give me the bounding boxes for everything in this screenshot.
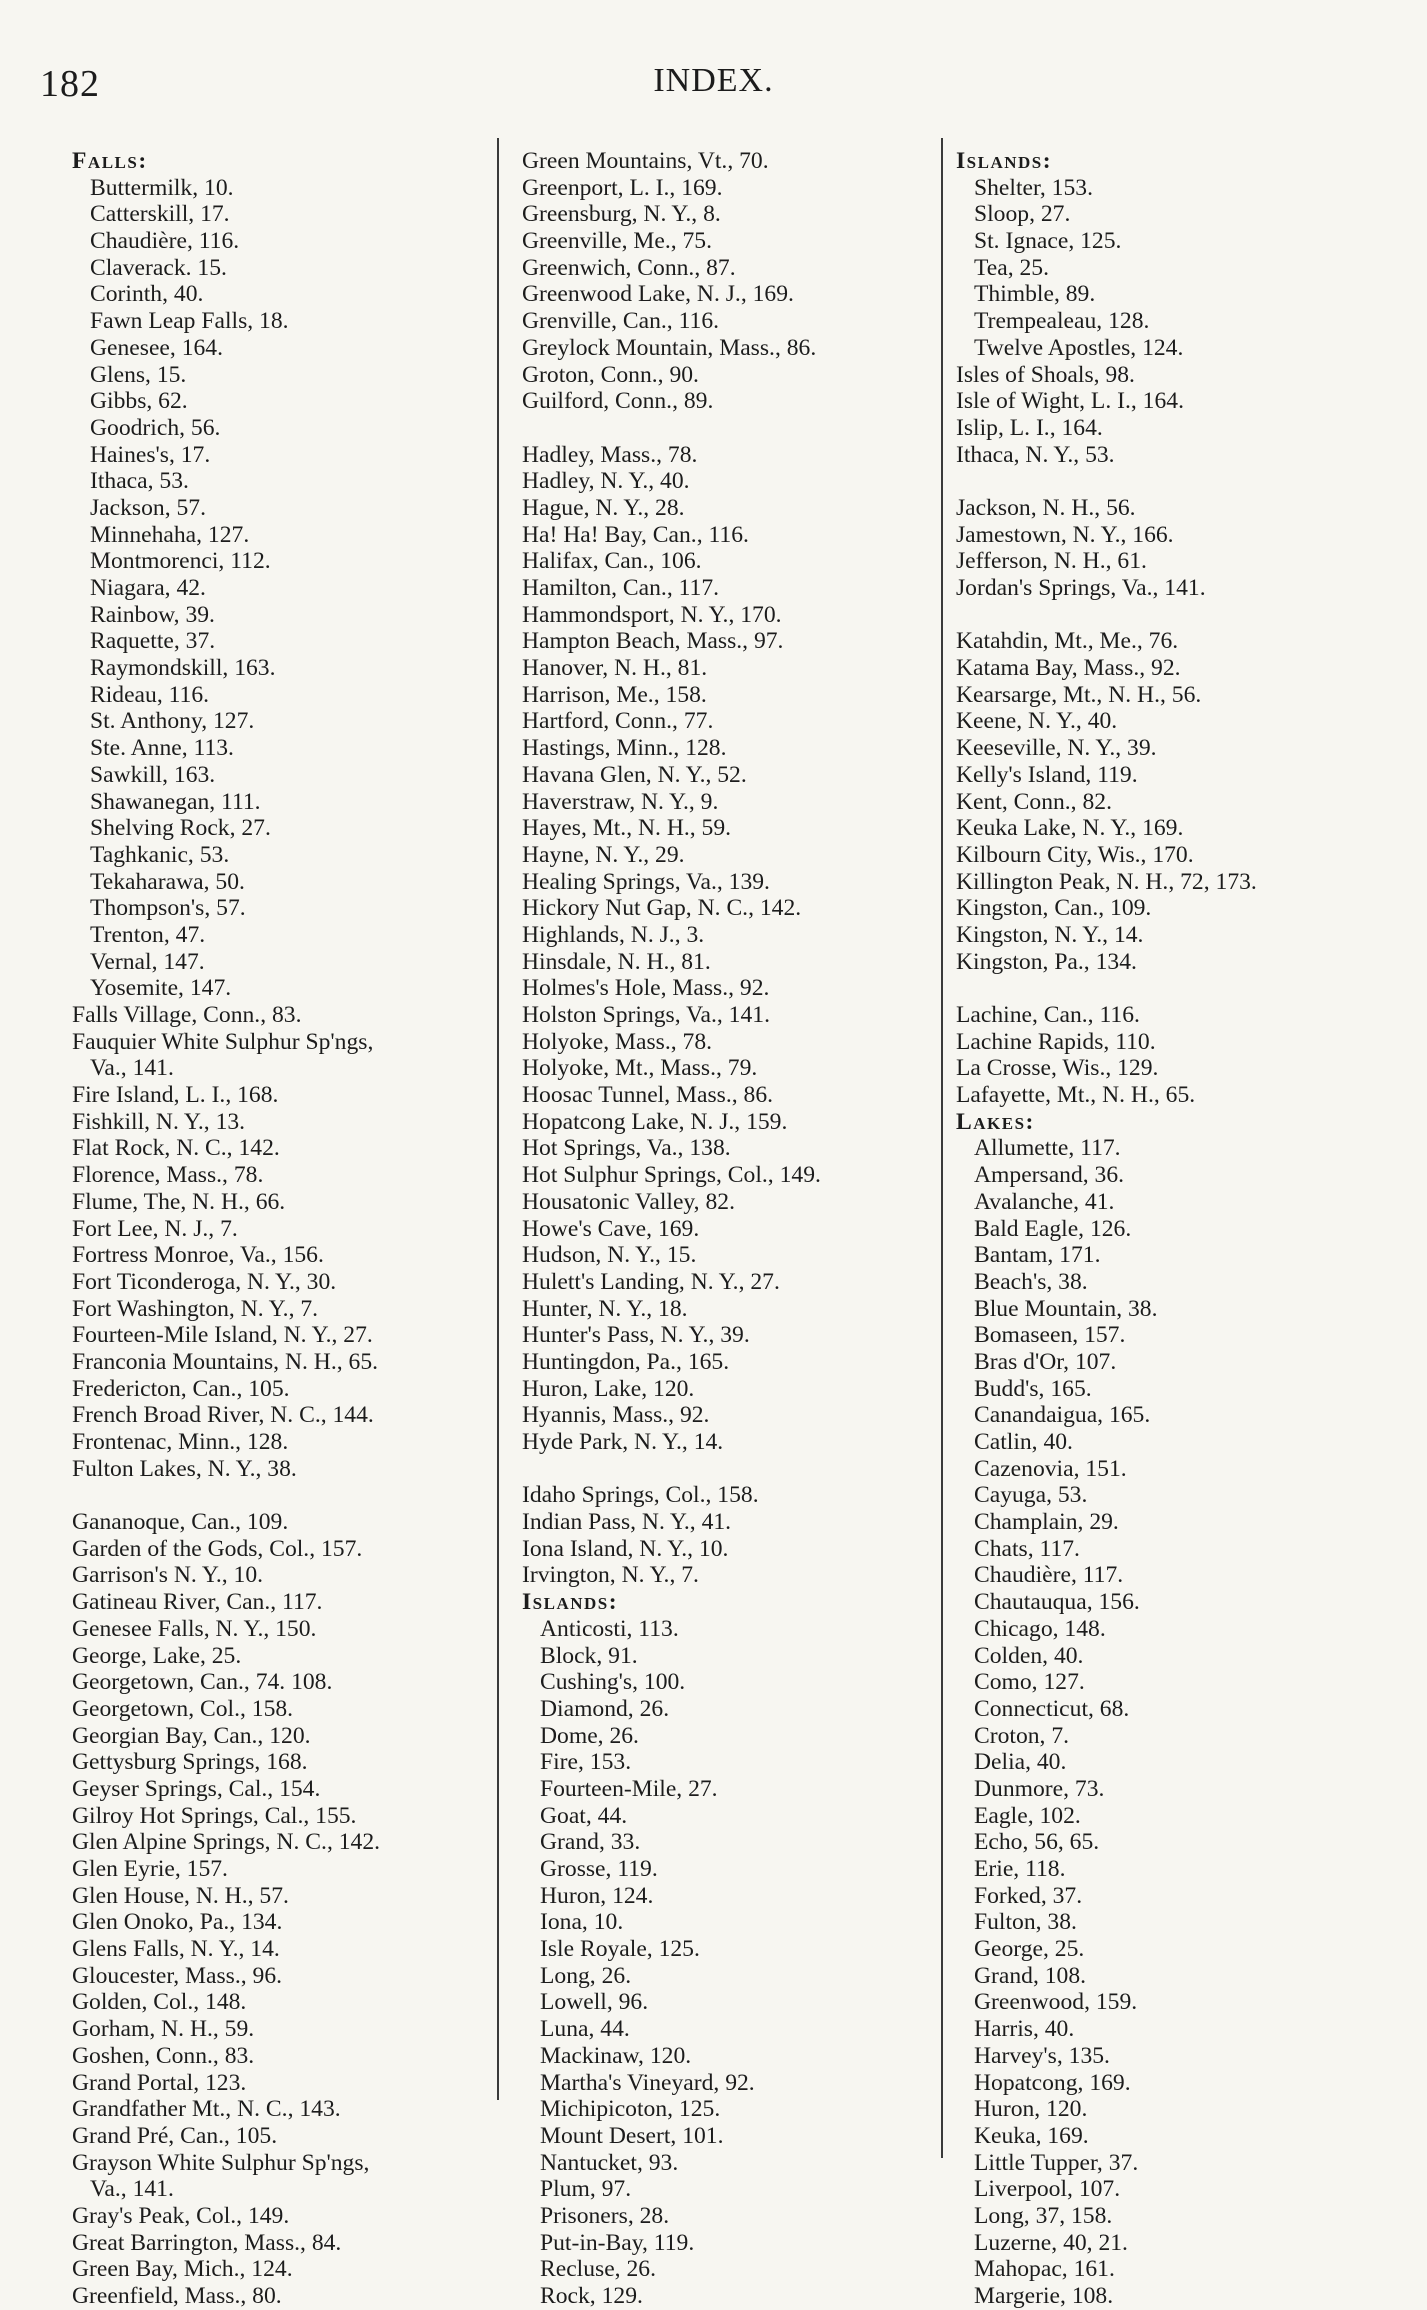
- index-entry: La Crosse, Wis., 129.: [956, 1055, 1159, 1082]
- index-entry: Dunmore, 73.: [974, 1775, 1105, 1802]
- index-entry: Fulton, 38.: [974, 1909, 1077, 1936]
- index-column-2: [522, 148, 927, 2310]
- index-entry: Glen House, N. H., 57.: [72, 1882, 289, 1909]
- index-spacer: [522, 1456, 927, 1483]
- index-entry: Flat Rock, N. C., 142.: [72, 1135, 280, 1162]
- index-entry: Keuka Lake, N. Y., 169.: [956, 815, 1184, 842]
- index-entry: Keene, N. Y., 40.: [956, 708, 1118, 735]
- index-column-1: [72, 148, 482, 2310]
- column-divider-1: [497, 138, 499, 2100]
- index-entry: Blue Mountain, 38.: [974, 1295, 1158, 1322]
- index-entry: Raquette, 37.: [90, 628, 216, 655]
- index-entry: Haines's, 17.: [90, 441, 211, 468]
- index-entry: Raymondskill, 163.: [90, 655, 276, 682]
- index-entry: Luna, 44.: [540, 2016, 630, 2043]
- index-entry: Plum, 97.: [540, 2176, 632, 2203]
- index-entry: Fourteen-Mile Island, N. Y., 27.: [72, 1322, 373, 1349]
- index-entry: Isle of Wight, L. I., 164.: [956, 388, 1184, 415]
- index-entry: Dome, 26.: [540, 1722, 639, 1749]
- index-entry: Como, 127.: [974, 1669, 1085, 1696]
- index-entry: Holmes's Hole, Mass., 92.: [522, 975, 770, 1002]
- index-entry: Lafayette, Mt., N. H., 65.: [956, 1082, 1196, 1109]
- index-entry: Recluse, 26.: [540, 2256, 656, 2283]
- index-entry: Liverpool, 107.: [974, 2176, 1121, 2203]
- index-entry: Kingston, Can., 109.: [956, 895, 1152, 922]
- index-entry: Delia, 40.: [974, 1749, 1067, 1776]
- index-entry: Buttermilk, 10.: [90, 174, 234, 201]
- index-entry: Minnehaha, 127.: [90, 521, 250, 548]
- index-entry: Gloucester, Mass., 96.: [72, 1962, 283, 1989]
- index-entry: Fredericton, Can., 105.: [72, 1375, 290, 1402]
- index-entry: Tekaharawa, 50.: [90, 868, 245, 895]
- running-title: INDEX.: [653, 62, 774, 99]
- index-entry: Green Bay, Mich., 124.: [72, 2256, 293, 2283]
- index-entry: Nantucket, 93.: [540, 2149, 679, 2176]
- index-entry: Idaho Springs, Col., 158.: [522, 1482, 759, 1509]
- index-entry: Gilroy Hot Springs, Cal., 155.: [72, 1802, 357, 1829]
- index-entry: Long, 37, 158.: [974, 2202, 1113, 2229]
- index-entry: Champlain, 29.: [974, 1509, 1119, 1536]
- page-number: 182: [40, 63, 100, 105]
- index-entry: Grosse, 119.: [540, 1856, 658, 1882]
- index-entry: Martha's Vineyard, 92.: [540, 2069, 755, 2096]
- index-entry: Harrison, Me., 158.: [522, 681, 707, 708]
- index-entry: Echo, 56, 65.: [974, 1829, 1100, 1856]
- index-entry: Huron, 120.: [974, 2096, 1088, 2123]
- index-entry: Grayson White Sulphur Sp'ngs,: [72, 2149, 370, 2176]
- index-entry: Grenville, Can., 116.: [522, 308, 720, 335]
- index-entry: Golden, Col., 148.: [72, 1989, 247, 2016]
- index-entry: Killington Peak, N. H., 72, 173.: [956, 868, 1257, 895]
- index-entry: Chaudière, 116.: [90, 228, 240, 255]
- index-entry: Katahdin, Mt., Me., 76.: [956, 628, 1179, 655]
- index-entry: Claverack. 15.: [90, 254, 227, 281]
- index-entry: Fawn Leap Falls, 18.: [90, 308, 289, 335]
- index-spacer: [956, 602, 1396, 629]
- index-entry: Little Tupper, 37.: [974, 2149, 1139, 2176]
- index-entry: Genesee Falls, N. Y., 150.: [72, 1615, 317, 1642]
- index-entry: Cazenovia, 151.: [974, 1455, 1127, 1482]
- index-entry: Flume, The, N. H., 66.: [72, 1188, 286, 1215]
- page-header: [0, 62, 1427, 112]
- index-spacer: [522, 415, 927, 442]
- index-entry: Greensburg, N. Y., 8.: [522, 201, 721, 228]
- index-entry: Bantam, 171.: [974, 1242, 1101, 1269]
- index-entry: Halifax, Can., 106.: [522, 548, 702, 575]
- index-entry: Hunter's Pass, N. Y., 39.: [522, 1322, 750, 1349]
- index-entry: Hyde Park, N. Y., 14.: [522, 1429, 724, 1455]
- index-entry: Jefferson, N. H., 61.: [956, 548, 1147, 575]
- index-column-3: [956, 148, 1396, 2310]
- index-entry: Hopatcong Lake, N. J., 159.: [522, 1108, 788, 1135]
- index-entry: Genesee, 164.: [90, 334, 223, 361]
- index-entry: Hanover, N. H., 81.: [522, 655, 708, 682]
- index-entry: Greenwich, Conn., 87.: [522, 254, 736, 281]
- index-heading: Falls:: [72, 148, 148, 174]
- index-entry: Bald Eagle, 126.: [974, 1215, 1132, 1242]
- index-entry: Trenton, 47.: [90, 921, 206, 948]
- index-entry: Canandaigua, 165.: [974, 1402, 1151, 1429]
- index-entry: Lachine Rapids, 110.: [956, 1028, 1156, 1055]
- index-entry: Hammondsport, N. Y., 170.: [522, 601, 782, 628]
- index-entry: Georgetown, Col., 158.: [72, 1695, 294, 1722]
- index-entry: Holyoke, Mt., Mass., 79.: [522, 1055, 758, 1082]
- index-entry: Fauquier White Sulphur Sp'ngs,: [72, 1028, 374, 1055]
- index-entry: Groton, Conn., 90.: [522, 361, 699, 388]
- index-entry: Holston Springs, Va., 141.: [522, 1002, 770, 1028]
- index-entry: Vernal, 147.: [90, 948, 205, 975]
- index-entry: Glen Alpine Springs, N. C., 142.: [72, 1829, 381, 1856]
- index-entry: Yosemite, 147.: [90, 975, 232, 1002]
- index-entry: Highlands, N. J., 3.: [522, 921, 705, 948]
- index-entry: Kent, Conn., 82.: [956, 788, 1112, 815]
- index-entry: Isles of Shoals, 98.: [956, 361, 1135, 388]
- index-entry: Taghkanic, 53.: [90, 841, 230, 868]
- index-entry: Islip, L. I., 164.: [956, 414, 1103, 441]
- index-spacer: [956, 468, 1396, 495]
- index-entry: Catlin, 40.: [974, 1429, 1073, 1455]
- index-entry: Beach's, 38.: [974, 1268, 1088, 1295]
- index-entry: Hinsdale, N. H., 81.: [522, 948, 711, 975]
- index-entry: Goodrich, 56.: [90, 414, 221, 441]
- index-entry: Hot Sulphur Springs, Col., 149.: [522, 1162, 821, 1189]
- index-entry: Budd's, 165.: [974, 1375, 1092, 1402]
- index-entry: Grand Pré, Can., 105.: [72, 2122, 278, 2149]
- index-entry: Isle Royale, 125.: [540, 1936, 700, 1963]
- index-entry: Thompson's, 57.: [90, 895, 246, 922]
- index-entry: George, 25.: [974, 1936, 1085, 1963]
- index-entry: Fulton Lakes, N. Y., 38.: [72, 1455, 297, 1482]
- index-entry: Shelter, 153.: [974, 174, 1093, 201]
- index-entry: Kelly's Island, 119.: [956, 761, 1138, 788]
- index-entry: Iona Island, N. Y., 10.: [522, 1535, 729, 1562]
- index-entry: Niagara, 42.: [90, 575, 206, 601]
- index-entry: Forked, 37.: [974, 1882, 1083, 1909]
- column-divider-2: [941, 138, 943, 2158]
- index-entry: Greenfield, Mass., 80.: [72, 2283, 282, 2309]
- index-entry: Howe's Cave, 169.: [522, 1215, 700, 1242]
- index-entry: Guilford, Conn., 89.: [522, 388, 714, 415]
- index-entry: Fishkill, N. Y., 13.: [72, 1108, 246, 1135]
- index-entry: Rideau, 116.: [90, 681, 210, 708]
- index-entry: Diamond, 26.: [540, 1695, 670, 1722]
- index-entry: Ha! Ha! Bay, Can., 116.: [522, 521, 749, 548]
- index-entry: Twelve Apostles, 124.: [974, 334, 1184, 361]
- index-entry: Bomaseen, 157.: [974, 1322, 1126, 1349]
- index-entry: Hunter, N. Y., 18.: [522, 1295, 688, 1322]
- index-entry: Rainbow, 39.: [90, 601, 215, 628]
- index-entry: Indian Pass, N. Y., 41.: [522, 1509, 732, 1536]
- index-entry: Kingston, N. Y., 14.: [956, 921, 1144, 948]
- index-entry: Gettysburg Springs, 168.: [72, 1749, 308, 1776]
- index-entry: Shawanegan, 111.: [90, 788, 261, 815]
- index-heading: Islands:: [956, 148, 1053, 174]
- index-entry: Anticosti, 113.: [540, 1615, 679, 1642]
- index-entry: Hague, N. Y., 28.: [522, 494, 685, 521]
- index-entry: Gibbs, 62.: [90, 388, 188, 415]
- index-entry: Gatineau River, Can., 117.: [72, 1589, 323, 1616]
- index-entry: Margerie, 108.: [974, 2283, 1114, 2309]
- index-entry: Mackinaw, 120.: [540, 2042, 692, 2069]
- index-entry: Connecticut, 68.: [974, 1695, 1130, 1722]
- index-entry: Montmorenci, 112.: [90, 548, 271, 575]
- index-entry: Chats, 117.: [974, 1535, 1080, 1562]
- index-entry: Katama Bay, Mass., 92.: [956, 655, 1181, 682]
- index-entry: Harris, 40.: [974, 2016, 1075, 2043]
- index-entry: Chaudière, 117.: [974, 1562, 1124, 1589]
- index-entry: Garrison's N. Y., 10.: [72, 1562, 264, 1589]
- index-entry: Shelving Rock, 27.: [90, 815, 271, 842]
- index-entry: Ste. Anne, 113.: [90, 735, 234, 762]
- index-entry: Fort Washington, N. Y., 7.: [72, 1295, 319, 1322]
- index-entry: Keuka, 169.: [974, 2122, 1089, 2149]
- index-entry: Corinth, 40.: [90, 281, 204, 308]
- index-entry: Georgian Bay, Can., 120.: [72, 1722, 311, 1749]
- index-entry: Put-in-Bay, 119.: [540, 2229, 695, 2256]
- index-entry: Lachine, Can., 116.: [956, 1002, 1140, 1028]
- index-entry: Lowell, 96.: [540, 1989, 649, 2016]
- index-entry: Glen Onoko, Pa., 134.: [72, 1909, 283, 1936]
- index-entry: Fourteen-Mile, 27.: [540, 1775, 718, 1802]
- index-entry: Hadley, Mass., 78.: [522, 441, 698, 468]
- index-entry: Chautauqua, 156.: [974, 1589, 1140, 1616]
- index-entry: Frontenac, Minn., 128.: [72, 1429, 289, 1455]
- index-spacer: [956, 975, 1396, 1002]
- index-entry: Eagle, 102.: [974, 1802, 1081, 1829]
- index-entry: Sawkill, 163.: [90, 761, 216, 788]
- index-entry: Avalanche, 41.: [974, 1188, 1115, 1215]
- index-entry: Huntingdon, Pa., 165.: [522, 1348, 730, 1375]
- index-entry: Hamilton, Can., 117.: [522, 575, 720, 601]
- index-entry: Jamestown, N. Y., 166.: [956, 521, 1174, 548]
- index-entry: French Broad River, N. C., 144.: [72, 1402, 374, 1429]
- index-entry: Tea, 25.: [974, 254, 1049, 281]
- index-entry: Hampton Beach, Mass., 97.: [522, 628, 784, 655]
- index-entry: Falls Village, Conn., 83.: [72, 1002, 302, 1028]
- index-entry: Holyoke, Mass., 78.: [522, 1028, 713, 1055]
- index-entry: Fire Island, L. I., 168.: [72, 1082, 279, 1109]
- index-entry: Hopatcong, 169.: [974, 2069, 1131, 2096]
- index-entry: Kearsarge, Mt., N. H., 56.: [956, 681, 1202, 708]
- index-entry: Geyser Springs, Cal., 154.: [72, 1775, 321, 1802]
- index-entry: Greylock Mountain, Mass., 86.: [522, 334, 817, 361]
- index-entry: Mahopac, 161.: [974, 2256, 1115, 2283]
- index-entry: Bras d'Or, 107.: [974, 1348, 1117, 1375]
- index-heading: Lakes:: [956, 1108, 1035, 1135]
- index-entry: Jordan's Springs, Va., 141.: [956, 575, 1206, 601]
- index-entry: Michipicoton, 125.: [540, 2096, 721, 2123]
- index-entry: Kilbourn City, Wis., 170.: [956, 841, 1194, 868]
- index-entry: Catterskill, 17.: [90, 201, 230, 228]
- index-entry: Erie, 118.: [974, 1856, 1066, 1882]
- index-entry: Grand, 108.: [974, 1962, 1087, 1989]
- index-entry: Hayne, N. Y., 29.: [522, 841, 685, 868]
- index-entry: Luzerne, 40, 21.: [974, 2229, 1128, 2256]
- index-entry: Goshen, Conn., 83.: [72, 2042, 255, 2069]
- index-heading: Islands:: [522, 1589, 619, 1616]
- index-entry: Goat, 44.: [540, 1802, 628, 1829]
- index-entry: Haverstraw, N. Y., 9.: [522, 788, 719, 815]
- index-entry: Hyannis, Mass., 92.: [522, 1402, 710, 1429]
- index-entry: Keeseville, N. Y., 39.: [956, 735, 1157, 762]
- index-entry: Havana Glen, N. Y., 52.: [522, 761, 747, 788]
- index-entry: Florence, Mass., 78.: [72, 1162, 264, 1189]
- index-entry: Great Barrington, Mass., 84.: [72, 2229, 342, 2256]
- index-entry: Gananoque, Can., 109.: [72, 1509, 289, 1536]
- index-entry: Fortress Monroe, Va., 156.: [72, 1242, 324, 1269]
- index-entry: Hayes, Mt., N. H., 59.: [522, 815, 732, 842]
- index-entry: Gray's Peak, Col., 149.: [72, 2202, 290, 2229]
- index-entry: Huron, Lake, 120.: [522, 1375, 695, 1402]
- index-entry: Croton, 7.: [974, 1722, 1070, 1749]
- index-entry: Hot Springs, Va., 138.: [522, 1135, 731, 1162]
- index-entry: Colden, 40.: [974, 1642, 1084, 1669]
- index-entry: Mount Desert, 101.: [540, 2122, 724, 2149]
- index-entry: Trempealeau, 128.: [974, 308, 1150, 335]
- index-entry: Greenville, Me., 75.: [522, 228, 713, 255]
- index-entry: Va., 141.: [90, 2176, 174, 2203]
- index-entry: Huron, 124.: [540, 1882, 654, 1909]
- index-entry: Grandfather Mt., N. C., 143.: [72, 2096, 341, 2123]
- index-entry: Cayuga, 53.: [974, 1482, 1088, 1509]
- index-entry: Hudson, N. Y., 15.: [522, 1242, 697, 1269]
- index-entry: Ampersand, 36.: [974, 1162, 1125, 1189]
- index-entry: Greenport, L. I., 169.: [522, 174, 723, 201]
- index-entry: Hadley, N. Y., 40.: [522, 468, 690, 495]
- index-entry: Prisoners, 28.: [540, 2202, 670, 2229]
- index-entry: Allumette, 117.: [974, 1135, 1121, 1162]
- index-entry: Grand, 33.: [540, 1829, 641, 1856]
- index-entry: St. Ignace, 125.: [974, 228, 1122, 255]
- index-entry: Harvey's, 135.: [974, 2042, 1110, 2069]
- index-entry: George, Lake, 25.: [72, 1642, 242, 1669]
- index-entry: Fire, 153.: [540, 1749, 632, 1776]
- index-entry: Sloop, 27.: [974, 201, 1071, 228]
- index-entry: Housatonic Valley, 82.: [522, 1188, 735, 1215]
- index-entry: Jackson, N. H., 56.: [956, 494, 1136, 521]
- index-entry: Greenwood Lake, N. J., 169.: [522, 281, 794, 308]
- index-entry: Ithaca, 53.: [90, 468, 189, 495]
- index-entry: Garden of the Gods, Col., 157.: [72, 1535, 363, 1562]
- index-entry: Chicago, 148.: [974, 1615, 1106, 1642]
- index-entry: Rock, 129.: [540, 2283, 643, 2309]
- index-spacer: [72, 1482, 482, 1509]
- index-entry: Fort Lee, N. J., 7.: [72, 1215, 238, 1242]
- index-entry: Green Mountains, Vt., 70.: [522, 148, 769, 174]
- index-entry: Kingston, Pa., 134.: [956, 948, 1137, 975]
- index-entry: Georgetown, Can., 74. 108.: [72, 1669, 333, 1696]
- index-entry: Franconia Mountains, N. H., 65.: [72, 1348, 379, 1375]
- index-entry: Thimble, 89.: [974, 281, 1096, 308]
- index-entry: Gorham, N. H., 59.: [72, 2016, 255, 2043]
- index-entry: Hickory Nut Gap, N. C., 142.: [522, 895, 802, 922]
- index-entry: Glen Eyrie, 157.: [72, 1856, 228, 1882]
- index-entry: Iona, 10.: [540, 1909, 624, 1936]
- index-entry: Greenwood, 159.: [974, 1989, 1138, 2016]
- index-entry: Irvington, N. Y., 7.: [522, 1562, 699, 1589]
- index-entry: Cushing's, 100.: [540, 1669, 686, 1696]
- index-entry: Glens Falls, N. Y., 14.: [72, 1936, 280, 1963]
- index-entry: St. Anthony, 127.: [90, 708, 255, 735]
- index-entry: Ithaca, N. Y., 53.: [956, 441, 1115, 468]
- index-entry: Fort Ticonderoga, N. Y., 30.: [72, 1268, 337, 1295]
- index-entry: Grand Portal, 123.: [72, 2069, 247, 2096]
- index-entry: Jackson, 57.: [90, 494, 206, 521]
- index-entry: Long, 26.: [540, 1962, 632, 1989]
- index-entry: Hartford, Conn., 77.: [522, 708, 714, 735]
- index-entry: Block, 91.: [540, 1642, 638, 1669]
- index-entry: Glens, 15.: [90, 361, 187, 388]
- index-entry: Hastings, Minn., 128.: [522, 735, 727, 762]
- index-entry: Va., 141.: [90, 1055, 174, 1082]
- index-entry: Healing Springs, Va., 139.: [522, 868, 770, 895]
- index-entry: Hulett's Landing, N. Y., 27.: [522, 1268, 780, 1295]
- index-entry: Hoosac Tunnel, Mass., 86.: [522, 1082, 774, 1109]
